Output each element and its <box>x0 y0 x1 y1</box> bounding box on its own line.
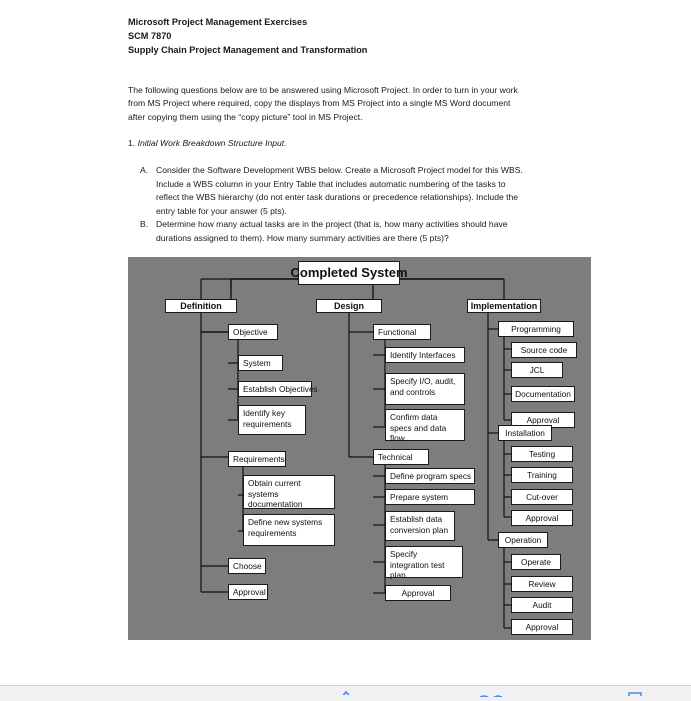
wbs-operate: Operate <box>511 554 561 570</box>
wbs-training: Training <box>511 467 573 483</box>
wbs-installation: Installation <box>498 425 552 441</box>
wbs-source-code: Source code <box>511 342 577 358</box>
wbs-definition-approval: Approval <box>228 584 268 600</box>
wbs-definition: Definition <box>165 299 237 313</box>
wbs-define-new-requirements: Define new systems requirements <box>243 514 335 546</box>
wbs-confirm-data: Confirm data specs and data flow <box>385 409 465 441</box>
document-title: Microsoft Project Management Exercises <box>128 17 308 27</box>
item-text <box>156 218 588 245</box>
question-number: 1. <box>128 138 136 148</box>
wbs-design: Design <box>316 299 382 313</box>
intro-line: from MS Project where required, copy the displays from MS Project into a single MS Word document <box>128 98 511 109</box>
wbs-testing: Testing <box>511 446 573 462</box>
wbs-choose: Choose <box>228 558 266 574</box>
item-line: reflect the WBS hierarchy (do not enter task durations or precedence relationships). Include the <box>156 192 519 202</box>
wbs-specify-io: Specify I/O, audit, and controls <box>385 373 465 405</box>
item-label: A. <box>140 165 149 175</box>
wbs-programming: Programming <box>498 321 574 337</box>
question-heading <box>128 138 287 148</box>
item-line: Consider the Software Development WBS below. Create a Microsoft Project model for this WBS. <box>156 165 523 175</box>
item-line: Include a WBS column in your Entry Table that includes automatic numbering of the tasks to <box>156 178 506 189</box>
intro-line: The following questions below are to be answered using Microsoft Project. In order to turn in your work <box>128 85 518 95</box>
wbs-functional: Functional <box>373 324 431 340</box>
course-name: Supply Chain Project Management and Transformation <box>128 45 368 55</box>
question-title: Initial Work Breakdown Structure Input. <box>137 138 287 148</box>
wbs-define-program-specs: Define program specs <box>385 468 475 484</box>
wbs-objective: Objective <box>228 324 278 340</box>
wbs-design-approval: Approval <box>385 585 451 601</box>
wbs-obtain-current-docs: Obtain current systems documentation <box>243 475 335 509</box>
viewer-toolbar <box>0 685 691 701</box>
wbs-requirements: Requirements <box>228 451 286 467</box>
wbs-specify-integration: Specify integration test plan <box>385 546 463 578</box>
wbs-cut-over: Cut-over <box>511 489 573 505</box>
wbs-diagram <box>128 257 591 640</box>
link-icon[interactable] <box>476 693 506 697</box>
item-label: B. <box>140 219 149 229</box>
wbs-installation-approval: Approval <box>511 510 573 526</box>
item-line: Determine how many actual tasks are in the project (that is, how many activities should have <box>156 219 508 229</box>
share-icon[interactable] <box>628 692 642 696</box>
wbs-review: Review <box>511 576 573 592</box>
wbs-audit: Audit <box>511 597 573 613</box>
wbs-jcl: JCL <box>511 362 563 378</box>
wbs-establish-objectives: Establish Objectives <box>238 381 312 397</box>
wbs-implementation-approval: Approval <box>511 412 575 428</box>
upload-icon[interactable] <box>338 691 354 695</box>
wbs-establish-data-conversion: Establish data conversion plan <box>385 511 455 541</box>
intro-line: after copying them using the “copy picture” tool in MS Project. <box>128 111 363 122</box>
wbs-operation: Operation <box>498 532 548 548</box>
wbs-technical: Technical <box>373 449 429 465</box>
wbs-implementation: Implementation <box>467 299 541 313</box>
item-text <box>156 164 588 218</box>
course-code: SCM 7870 <box>128 31 172 41</box>
item-line: entry table for your answer (5 pts). <box>156 205 287 216</box>
wbs-system: System <box>238 355 283 371</box>
wbs-identify-interfaces: Identify Interfaces <box>385 347 465 363</box>
wbs-operation-approval: Approval <box>511 619 573 635</box>
wbs-prepare-system: Prepare system <box>385 489 475 505</box>
wbs-documentation: Documentation <box>511 386 575 402</box>
intro-paragraph <box>128 84 598 124</box>
wbs-identify-key-requirements: Identify key requirements <box>238 405 306 435</box>
item-line: durations assigned to them). How many summary activities are there (5 pts)? <box>156 232 449 243</box>
wbs-root-completed-system: Completed System <box>298 261 400 285</box>
